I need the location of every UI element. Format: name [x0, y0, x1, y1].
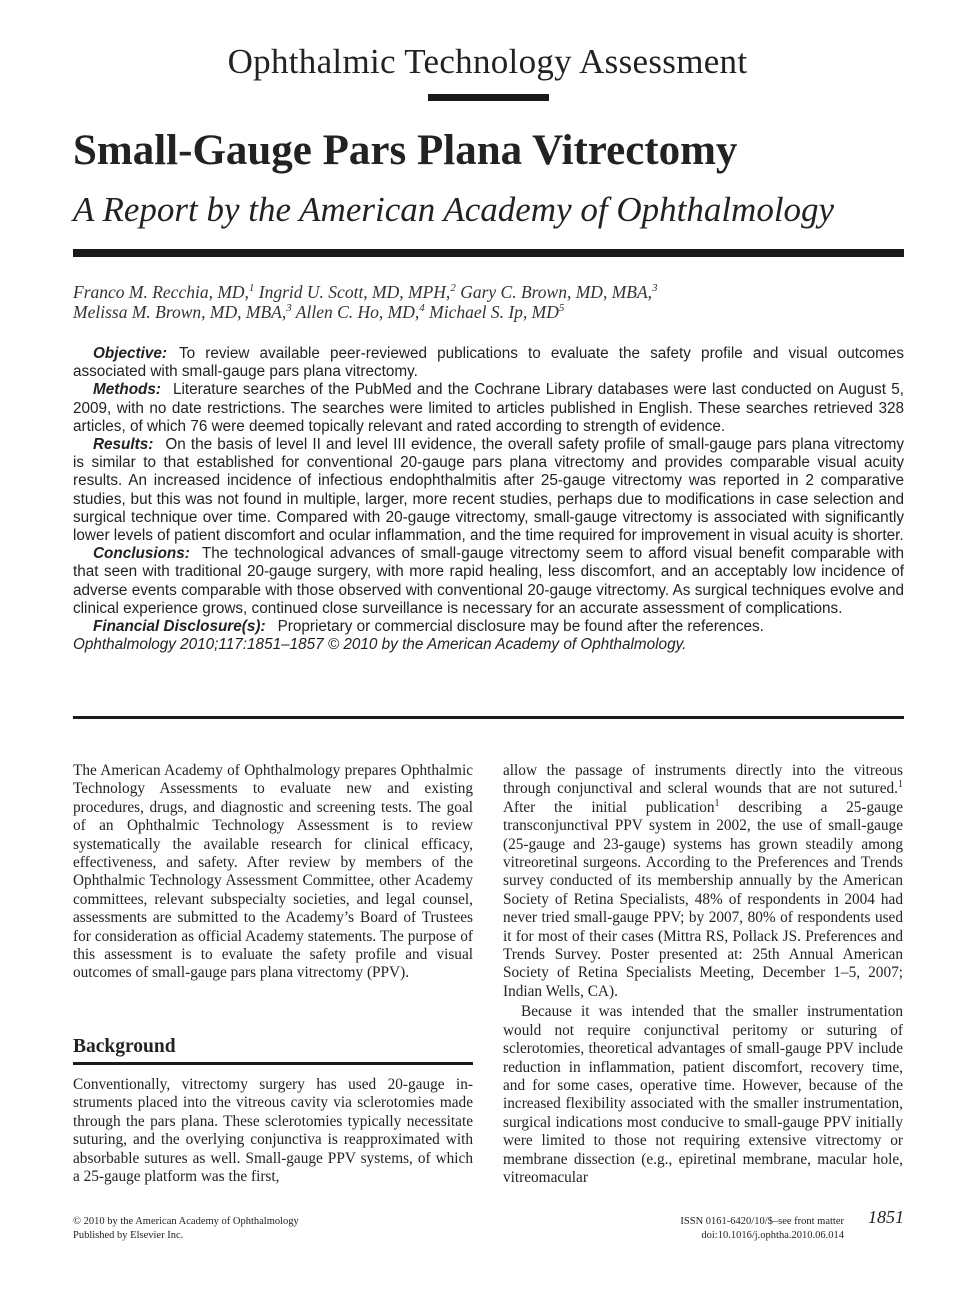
footer-copyright: © 2010 by the American Academy of Ophthalmology [73, 1216, 299, 1227]
abstract-disclosure-label: Financial Disclosure(s): [93, 618, 266, 636]
section-header: Ophthalmic Technology Assessment [227, 42, 748, 81]
abstract-objective [73, 345, 904, 381]
reference-marker[interactable]: 1 [714, 797, 720, 809]
right-paragraph-1-part-c: describing a 25-gauge transconjunctival PPV system in 2002, the use of small-gauge (25-gauge and 23-gauge) systems has grown steadily among vitreoretinal surgeons. According to the Preferences and Trends survey conducted of its membership annually by the American Society of Retina Specialists, 48% of respondents in 2004 had never tried small-gauge PPV; by 2007, 80% of respondents used it for most of their cases (Mittra RS, Pollack JS. Preferences and Trends Survey. Poster presented at: 25th Annual American Society of Retina Specialists Meeting, December 1–5, 2007; Indian Wells, CA). [503, 798, 903, 1000]
abstract-results-label: Results: [93, 436, 154, 454]
author-affiliation: 3 [652, 282, 658, 295]
author-affiliation: 5 [558, 302, 565, 315]
section-header-rule [428, 94, 549, 101]
footer-left [73, 1215, 299, 1243]
abstract-conclusions [73, 545, 904, 618]
author-line-2 [73, 302, 904, 322]
author-line-1 [73, 282, 904, 302]
abstract-conclusions-label: Conclusions: [93, 545, 190, 563]
title-rule [73, 249, 904, 257]
right-paragraph-1 [503, 762, 903, 1001]
author-name: Michael S. Ip, MD [429, 302, 559, 322]
abstract-rule [73, 716, 904, 719]
abstract-objective-text: To review available peer-reviewed publications to evaluate the safety profile and visual outcomes associated with small-gauge pars plana vitrectomy. [73, 345, 904, 381]
background-heading-rule [73, 1062, 473, 1065]
author-name: Franco M. Recchia, MD, [73, 282, 249, 302]
author-name: Allen C. Ho, MD, [295, 302, 420, 322]
abstract-methods-label: Methods: [93, 381, 161, 399]
right-paragraph-1-part-a: allow the passage of instruments directly into the vitreous through conjunctival and scleral wounds that are not sutured. [503, 762, 903, 798]
article-title: Small-Gauge Pars Plana Vitrectomy [73, 127, 738, 174]
body-column-right [503, 762, 903, 1187]
author-name: Melissa M. Brown, MD, MBA, [73, 302, 287, 322]
right-paragraph-1-part-b: After the initial publication [503, 798, 715, 816]
author-affiliation: 2 [450, 282, 456, 295]
abstract-citation: Ophthalmology 2010;117:1851–1857 © 2010 by the American Academy of Ophthalmology. [73, 636, 687, 654]
abstract [73, 345, 904, 654]
author-affiliation: 4 [419, 302, 425, 315]
background-heading: Background [73, 1036, 176, 1057]
reference-marker[interactable]: 1 [898, 779, 903, 791]
body-column-left [73, 762, 473, 983]
abstract-disclosure [73, 618, 904, 636]
footer-publisher: Published by Elsevier Inc. [73, 1230, 184, 1241]
footer-doi[interactable]: doi:10.1016/j.ophtha.2010.06.014 [701, 1230, 844, 1241]
author-list [73, 282, 904, 322]
abstract-objective-label: Objective: [93, 345, 167, 362]
background-paragraph: Conventionally, vitrectomy surgery has used 20-gauge instruments placed into the vitreous cavity via sclerotomies made through the pars plana. These sclerotomies typically necessitate suturing, and the overlying conjunctiva is reapproximated with absorbable sutures as well. Small-gauge PPV systems, of which a 25-gauge platform was the first, [73, 1076, 473, 1186]
article-subtitle: A Report by the American Academy of Ophthalmology [73, 190, 835, 229]
abstract-disclosure-text: Proprietary or commercial disclosure may be found after the references. [277, 618, 764, 636]
page-number: 1851 [868, 1207, 904, 1227]
intro-paragraph: The American Academy of Ophthalmology prepares Ophthalmic Technology Assessments to evaluate new and existing procedures, drugs, and diagnostic and screening tests. The goal of an Ophthalmic Technology Assessment is to review systematically the available research for clinical efficacy, effectiveness, and safety. After review by members of the Ophthalmic Technology Assessment Committee, other Academy committees, relevant subspecialty societies, and legal counsel, assessments are submitted to the Academy’s Board of Trustees for consideration as official Academy statements. The purpose of this assessment is to evaluate the safety profile and visual outcomes of small-gauge pars plana vitrectomy (PPV). [73, 762, 473, 982]
author-affiliation: 1 [248, 282, 255, 295]
author-affiliation: 3 [286, 302, 292, 315]
footer-issn: ISSN 0161-6420/10/$–see front matter [680, 1216, 844, 1227]
abstract-methods-text: Literature searches of the PubMed and the Cochrane Library databases were last conducted on August 5, 2009, with no date restrictions. The searches were limited to articles published in English. These searches retrieved 328 articles, of which 76 were deemed topically relevant and rated according to strength of evidence. [73, 381, 904, 435]
abstract-conclusions-text: The technological advances of small-gauge vitrectomy seem to afford visual benefit comparable with that seen with traditional 20-gauge surgery, with more rapid healing, less discomfort, and an acceptably low incidence of adverse events comparable with those observed with conventional 20-gauge vitrectomy. As surgical techniques evolve and clinical experience grows, continued close surveillance is necessary for an accurate assessment of complications. [73, 545, 904, 617]
author-name: Ingrid U. Scott, MD, MPH, [258, 282, 451, 302]
abstract-results-text: On the basis of level II and level III evidence, the overall safety profile of small-gauge pars plana vitrectomy is similar to that established for conventional 20-gauge pars plana vitrectomy and provides comparable visual acuity results. An increased incidence of infectious endophthalmitis after 25-gauge vitrectomy was reported in 2 comparative studies, but this was not found in multiple, larger, more recent studies, perhaps due to modifications in case selection and surgical technique over time. Compared with 20-gauge vitrectomy, small-gauge vitrectomy is associated with significantly lower levels of patient discomfort and ocular inflammation, and the time required for improvement in visual acuity is shorter. [73, 436, 904, 545]
abstract-methods [73, 381, 904, 436]
author-name: Gary C. Brown, MD, MBA, [460, 282, 653, 302]
abstract-results [73, 436, 904, 545]
right-paragraph-2: Because it was intended that the smaller instrumentation would not require conjunctival peritomy or suturing of sclerotomies, theoretical advantages of small-gauge PPV include reduction in inflammation, patient discomfort, recovery time, and for some cases, operative time. However, because of the increased flexibility associated with the smaller instrumentation, surgical indications most conducive to small-gauge PPV initially were limited to those not requiring extensive vitrectomy or membrane dissection (e.g., epiretinal membrane, macular hole, vitreomacular [503, 1003, 903, 1186]
footer-right [560, 1215, 844, 1243]
